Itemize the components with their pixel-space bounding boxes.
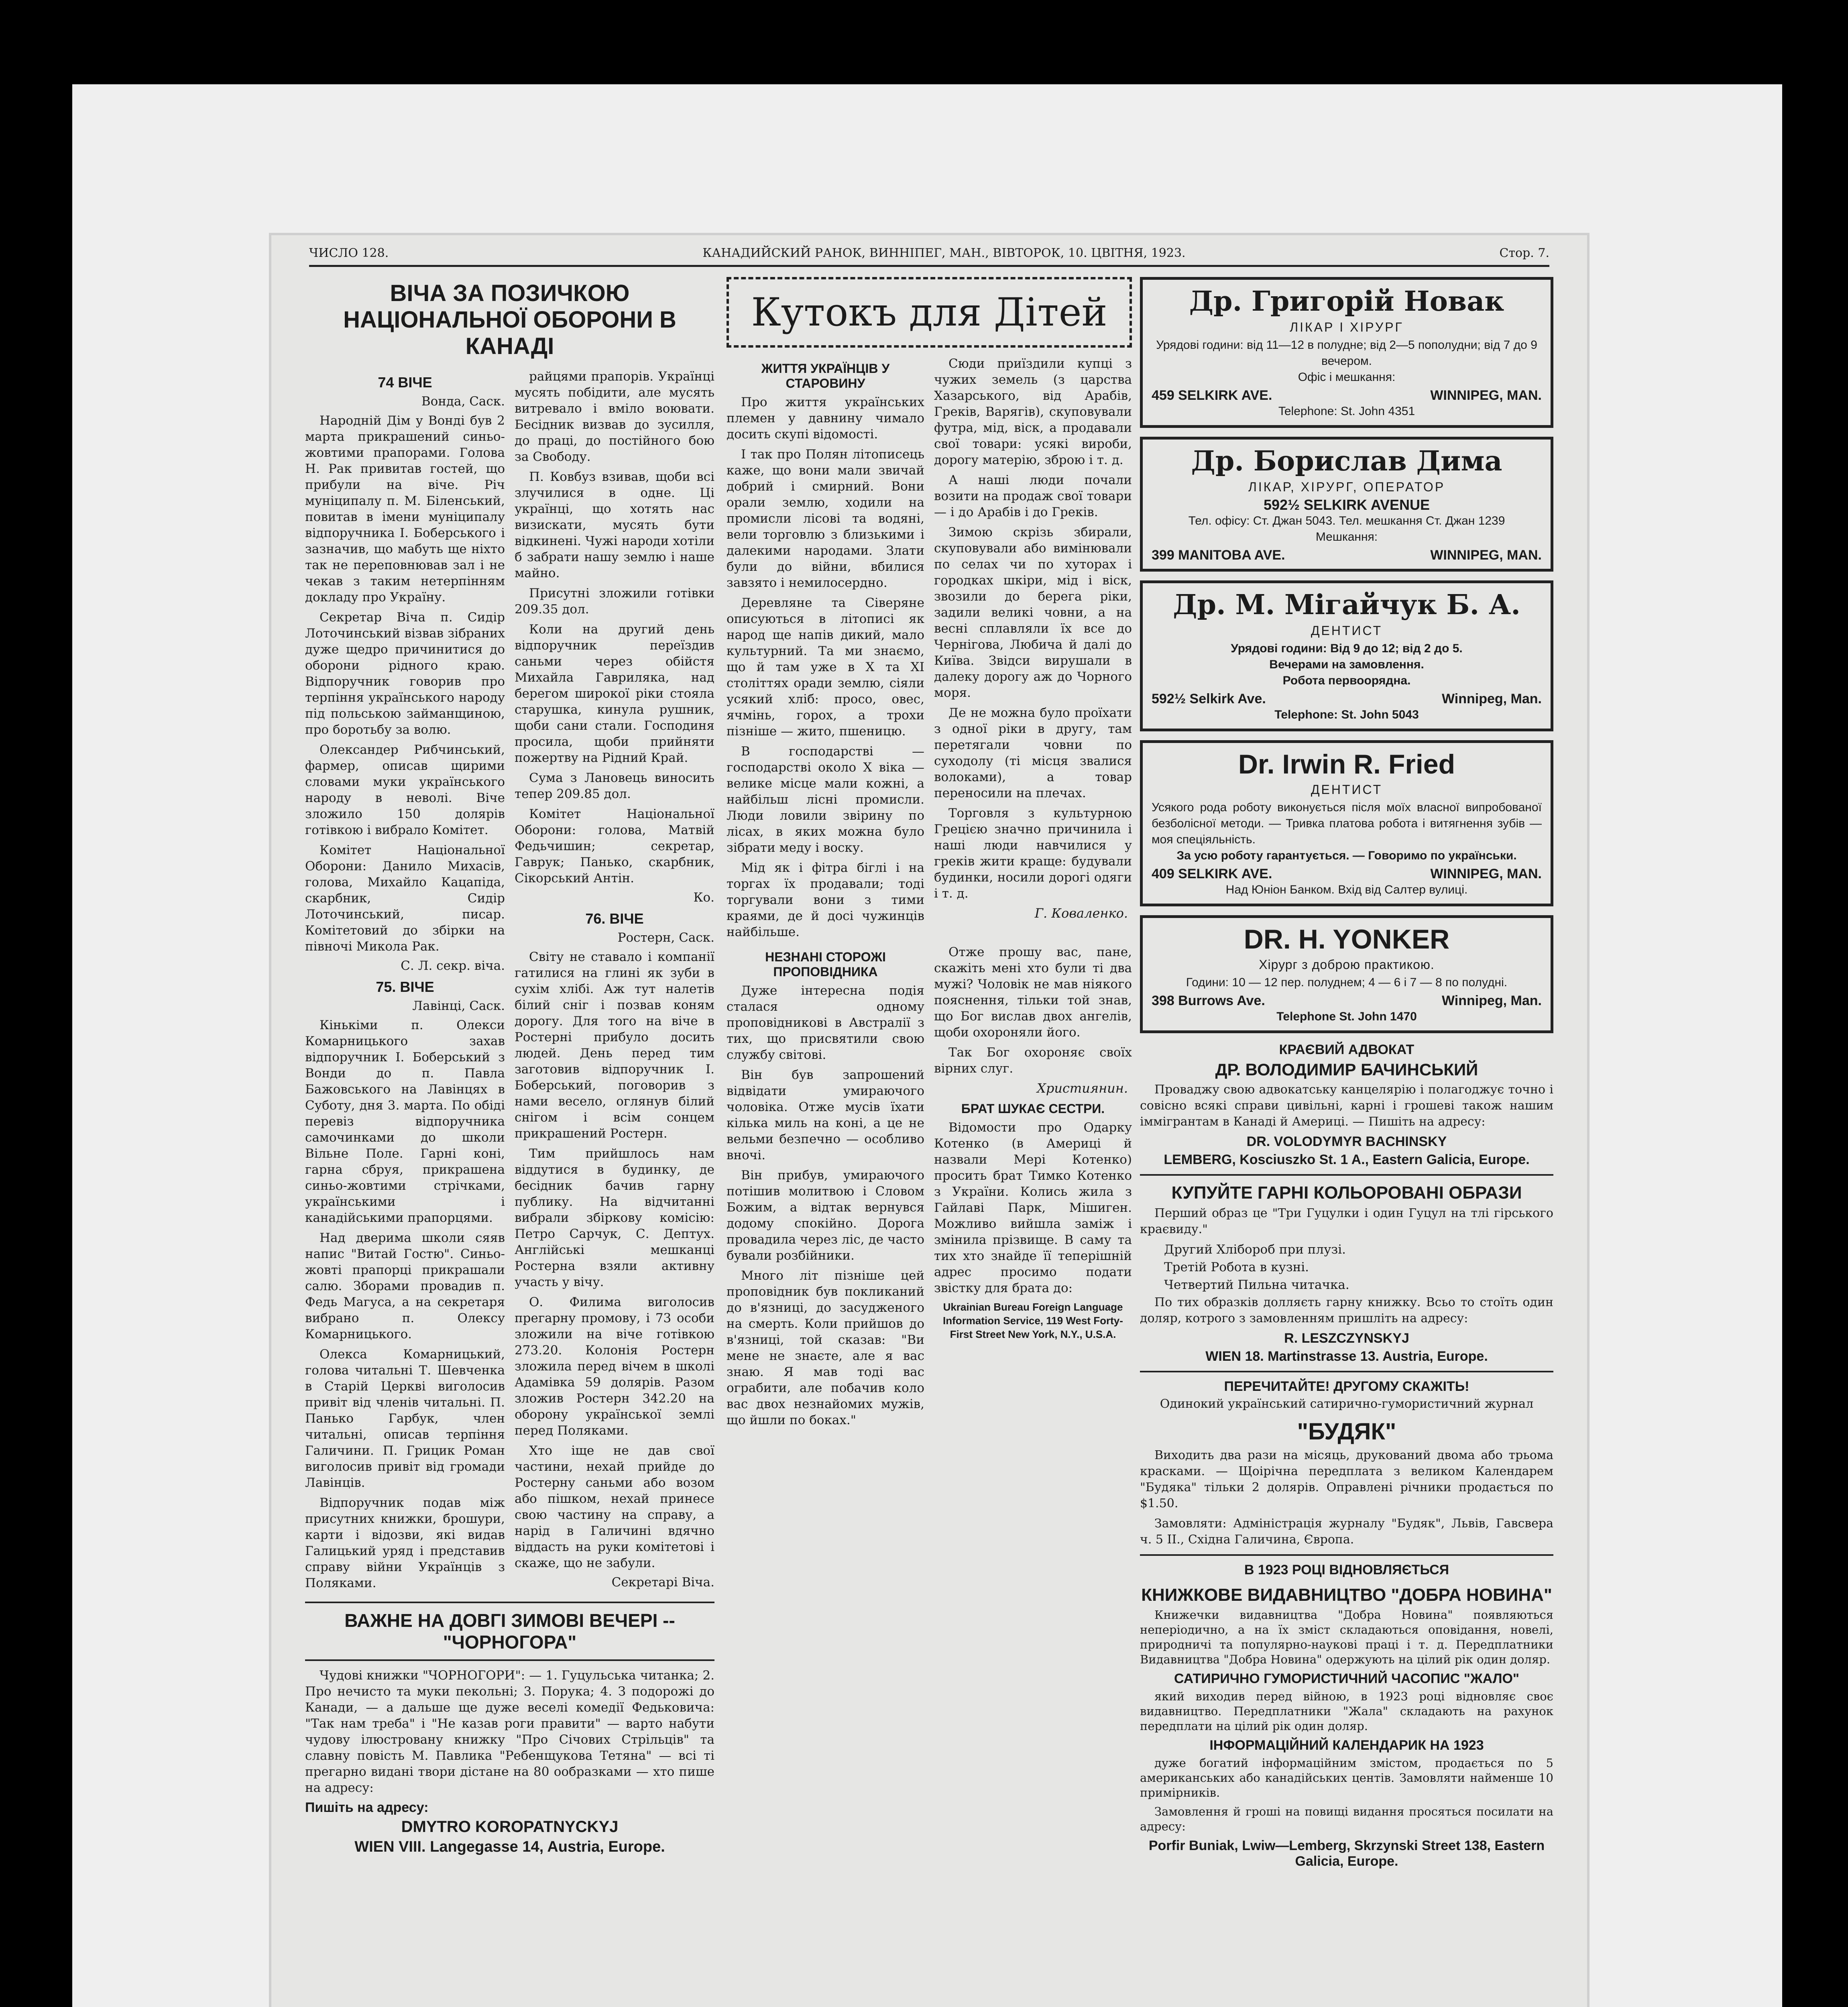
budyak-text: Виходить два рази на місяць, друкований двома або трьома красками. — Щоірічна передплата з великом Календарем "Будяка" тільки 2 долярів. Оправлені річники продається по $1.50. <box>1140 1448 1553 1510</box>
paragraph: Світу не ставало і компанії гатилися на глині як зуби в сухім хлібі. Аж тут налетів білий сніг і позвав коням дорогу. Для того на віче в Ростерні прибуло досить людей. День перед тим заготовив відпоручник І. Боберський, поговорив з нами весело, оглянув білий снігом і всім сонцем прикрашений Ростерн. <box>515 950 714 1141</box>
pictures-addr: WIEN 18. Martinstrasse 13. Austria, Europe. <box>1205 1349 1488 1364</box>
dyma-street: 592½ SELKIRK AVENUE <box>1263 497 1430 513</box>
paragraph: Деревляне та Сіверяне описуються в літописі як народ ще напів дикий, мало культурний. Та ми знаємо, що й там уже в X та XI століттях оради землю, сіяли усякий хліб: просо, овес, ячмінь, горох, а трохи пізніше — жито, пшеницю. <box>727 596 924 739</box>
yonker-address <box>1152 993 1542 1009</box>
paragraph: Присутні зложили готівки 209.35 дол. <box>515 586 714 617</box>
brother-title: БРАТ ШУКАЄ СЕСТРИ. <box>961 1101 1105 1116</box>
bureau-address: Ukrainian Bureau Foreign Language Information Service, 119 West Forty-First Street New York, N.Y., U.S.A. <box>943 1301 1123 1340</box>
paragraph: Сума з Лановець виносить тепер 209.85 дол. <box>515 771 714 801</box>
mihaychuk-name: Др. М. Мігайчук Б. А. <box>1173 589 1520 621</box>
paragraph: В господарстві — господарстві около Х віка — велике місце мали кожні, а найбільш лісні промисли. Люди ловили звірину по лісах, в яких можна було зібрати меду і воску. <box>727 744 924 855</box>
bachynsky-name: ДР. ВОЛОДИМИР БАЧИНСЬКИЙ <box>1215 1060 1478 1079</box>
meeting-74-signature: С. Л. секр. віча. <box>401 959 505 973</box>
paragraph: Зимою скрізь збирали, скуповували або вимінювали по селах чи по хуторах і городках шкіри, мід і віск, звозили до берега ріки, задили великі човни, а на весні сплавляли їх все до Чернігова, Любича й далі до Київа. Звідси вирушали в далеку дорогу аж до Чорного моря. <box>934 525 1132 700</box>
dobra-text4: Замовлення й гроші на повищі видання просяться посилати на адресу: <box>1140 1805 1553 1833</box>
yonker-name: DR. H. YONKER <box>1244 924 1450 955</box>
paragraph: Де не можна було проїхати з одної ріки в другу, там перетягали човни по суходолу (ті місця звалися волоками), а товар переносили на плечах. <box>934 706 1132 800</box>
page-header <box>309 241 1549 267</box>
chornohora-ad-text: Чудові книжки "ЧОРНОГОРИ": — 1. Гуцульська читанка; 2. Про нечисто та муки пекольні; 3. Порука; 4. З подорожі до Канади, — а дальше ще дуже веселі комедії Федьковича: "Так нам треба" і "Не казав роги правити" — варто набути чудову ілюстровану книжку "Про Січових Стрільців" та славну повість М. Павлика "Ребенщукова Тетяна" — всі ті прегарно видані твори дістане на 80 ообразками — хто пише на адресу: <box>305 1668 714 1795</box>
pictures-intro: Перший образ це "Три Гуцулки і один Гуцул на тлі гірського краєвиду." <box>1140 1206 1553 1236</box>
fried-address <box>1152 866 1542 882</box>
paragraph: Коли на другий день відпоручник переїздив саньми через обійстя Михайла Гавриляка, над берегом широкої ріки стояла старушка, кинула рушник, щоби сани стали. Господиня просила, щоби прийняти пожертву на Рідний Край. <box>515 622 714 765</box>
novak-profession: ЛІКАР І ХІРУРГ <box>1290 320 1404 334</box>
paragraph: Мід як і фітра біглі і на торгах їх продавали; тоді торгували вони з тими краями, де й досі чужинців найбільше. <box>727 861 924 939</box>
paragraph: райцями прапорів. Українці мусять побідити, але мусять витревало і вміло воювати. Бесідник визвав до зусилля, до праці, до постійного бою за Свободу. <box>515 369 714 464</box>
page-number: Стор. 7. <box>1499 246 1549 260</box>
dobra-text2: який виходив перед війною, в 1923 році відновляє своє видавництво. Передплатники "Жала" складають на рахунок передплати на цілий рік один доляр. <box>1140 1689 1553 1733</box>
paragraph: Комітет Національної Оборони: голова, Матвій Федьчишин; секретар, Гаврук; Панько, скарбник, Сікорський Антін. <box>515 807 714 885</box>
dobra-tag: В 1923 РОЦІ ВІДНОВЛЯЄТЬСЯ <box>1244 1562 1449 1578</box>
mihaychuk-work: Робота первоорядна. <box>1282 674 1411 687</box>
meetings-subcolumns <box>305 368 714 1595</box>
fried-name: Dr. Irwin R. Fried <box>1238 749 1455 780</box>
fried-city: WINNIPEG, MAN. <box>1430 866 1542 881</box>
paragraph: А наші люди почали возити на продаж свої товари — і до Арабів і до Греків. <box>934 473 1132 519</box>
meeting-76-heading: 76. ВІЧЕ <box>585 910 644 927</box>
paragraph: Комітет Національної Оборони: Данило Михасів, голова, Михайло Кацапіда, скарбник, Сидір Лоточинський, писар. Комітетовий до збірки на півночі Микола Рак. <box>305 843 505 954</box>
kovalenko-signature: Г. Коваленко. <box>1034 906 1128 921</box>
paragraph: Много літ пізніше цей проповідник був покликаний до в'язниці, до засудженого на смерть. Коли прийшов до в'язниці, той сказав: "Ви мене не знаєте, але я вас знаю. Я мав тоді вас ограбити, але побачив коло вас двох незнайомих мужів, що йшли по боках." <box>727 1268 924 1427</box>
pictures-title: КУПУЙТЕ ГАРНІ КОЛЬОРОВАНІ ОБРАЗИ <box>1171 1183 1522 1203</box>
dyma-address <box>1152 548 1542 563</box>
meetings-right-subcolumn <box>515 368 714 1595</box>
paragraph: Олекса Комарницький, голова читальні Т. Шевченка в Старій Церкві виголосив привіт від членів читальні. П. Панько Гарбук, член читальні, описав терпіння Галичини. П. Грицик Роман виголосив привіт від громади Лавінців. <box>305 1347 505 1490</box>
ad-yonker <box>1140 915 1553 1033</box>
paragraph: Про життя українських племен у давнину чимало досить скупі відомості. <box>727 395 924 442</box>
brother-paragraph: Відомости про Одарку Котенко (в Америці й назвали Мері Котенко) просить брат Тимко Котенко з України. Колись жила з Гайлаві Парк, Мішиген. Можливо вийшла заміж і змінила прізвище. В саму та тих хто знайде її теперішній адрес просимо подати звістку для брата до: <box>934 1120 1132 1295</box>
divider <box>1140 1554 1553 1556</box>
pictures-item: Четвертий Пильна читачка. <box>1164 1278 1349 1292</box>
children-subcolumns <box>727 356 1132 944</box>
mihaychuk-evening: Вечерами на замовлення. <box>1269 658 1424 671</box>
yonker-city: Winnipeg, Man. <box>1441 993 1542 1008</box>
meetings-left-subcolumn <box>305 368 505 1595</box>
budyak-intro: Одинокий український сатирично-гумористичний журнал <box>1160 1397 1534 1411</box>
yonker-street: 398 Burrows Ave. <box>1152 993 1265 1008</box>
dobra-address: Porfir Buniak, Lwiw—Lemberg, Skrzynski Street 138, Eastern Galicia, Europe. <box>1148 1838 1545 1869</box>
masthead-line: КАНАДИЙСКИЙ РАНОК, ВИННІПЕГ, МАН., ВІВТОРОК, 10. ЦВІТНЯ, 1923. <box>702 246 1186 260</box>
meeting-74-place: Вонда, Саск. <box>421 394 505 409</box>
jalo-title: САТИРИЧНО ГУМОРИСТИЧНИЙ ЧАСОПИС "ЖАЛО" <box>1174 1671 1520 1686</box>
fried-guarantee: За усю роботу гарантується. — Говоримо по українськи. <box>1176 849 1517 862</box>
budyak-name: "БУДЯК" <box>1297 1419 1396 1445</box>
novak-office-label: Офіс і мешкання: <box>1298 370 1396 384</box>
budyak-tag: ПЕРЕЧИТАЙТЕ! ДРУГОМУ СКАЖІТЬ! <box>1224 1379 1469 1394</box>
dyma-phones: Тел. офісу: Ст. Джан 5043. Тел. мешкання Ст. Джан 1239 <box>1188 514 1505 527</box>
paragraph: Народній Дім у Вонді був 2 марта прикрашений синьо-жовтими прапорами. Голова Н. Рак привитав гостей, що прибули на віче. Річ муніципалу п. М. Біленський, повитав в імени муніципалу відпоручника І. Боберського і зазначив, що мабуть ще ніхто так не переповнював зал і не чекав з таким нетерпінням докладу про Україну. <box>305 413 505 605</box>
ad-novak <box>1140 277 1553 428</box>
stories-left-subcolumn <box>727 944 924 1432</box>
bachynsky-tag: КРАЄВИЙ АДВОКАТ <box>1279 1042 1414 1057</box>
meeting-76-sign: Секретарі Віча. <box>611 1575 714 1590</box>
column-ads <box>1140 277 1553 1872</box>
yonker-profession: Хірург з доброю практикою. <box>1259 957 1435 972</box>
bachynsky-addr1: DR. VOLODYMYR BACHINSKY <box>1246 1134 1447 1149</box>
children-corner-title: Кутокъ для Дітей <box>751 290 1107 335</box>
fried-profession: ДЕНТИСТ <box>1311 782 1383 797</box>
paragraph: Хто іще не дав свої частини, нехай прийде до Ростерну саньми або возом або пішком, нехай принесе свою частину на справу, а нарід в Галичині вдячно віддасть на руки комітетові і скаже, що не забули. <box>515 1443 714 1570</box>
novak-city: WINNIPEG, MAN. <box>1430 388 1542 403</box>
issue-number: ЧИСЛО 128. <box>309 246 389 260</box>
fried-note: Над Юніон Банком. Вхід від Салтер вулиці. <box>1225 883 1468 896</box>
children-corner-box <box>727 277 1132 348</box>
paragraph: Сюди приїздили купці з чужих земель (з царства Хазарського, від Арабів, Греків, Варягів), скуповували футра, мід, віск, а продавали свої товари: усякі вироби, дорогу матерію, зброю і т. д. <box>934 356 1132 467</box>
chornohora-address: WIEN VIII. Langegasse 14, Austria, Europe. <box>354 1838 665 1855</box>
paragraph: Так Бог охороняє своїх вірних слуг. <box>934 1045 1132 1076</box>
meeting-74-heading: 74 ВІЧЕ <box>378 374 432 391</box>
mihaychuk-street: 592½ Selkirk Ave. <box>1152 691 1266 706</box>
paragraph: Він прибув, умираючого потішив молитвою і Словом Божим, а відтак вернувся додому спокійно. Дорога провадила через ліс, де часто бували розбійники. <box>727 1168 924 1263</box>
novak-address <box>1152 388 1542 403</box>
chornohora-name: DMYTRO KOROPATNYCKYJ <box>401 1818 619 1836</box>
dyma-profession: ЛІКАР, ХІРУРГ, ОПЕРАТОР <box>1248 480 1445 494</box>
stories-subcolumns <box>727 944 1132 1432</box>
dobra-text3: дуже богатий інформаційним змістом, продається по 5 американських або канадійських центів. Замовляти найменше 10 примірників. <box>1140 1756 1553 1799</box>
paragraph: Над дверима школи сяяв напис "Витай Гостю". Синьо-жовті прапорці прикрашали салю. Зборами провадив п. Федь Магуса, а на секретаря вибрано п. Олексу Комарницького. <box>305 1231 505 1341</box>
paragraph: Торговля з культурною Грецією значно причинила і наші люди навчилися у греків жити краще: будували будинки, носили дорогі одяги і т. д. <box>934 806 1132 901</box>
divider <box>305 1659 714 1661</box>
ad-fried <box>1140 740 1553 906</box>
dobra-text1: Книжечки видавництва "Добра Новина" появляються неперіодично, а на їх зміст складаються оповідання, новелі, природничі та популярно-наукові праці і т. д. Передплатники Видавництва "Добра Новина" одержують на цілий рік один доляр. <box>1140 1608 1553 1666</box>
meeting-75-heading: 75. ВІЧЕ <box>376 979 434 995</box>
pictures-text: По тих образків долляєть гарну книжку. Всьо то стоїть один доляр, котрого з замовленням пришліть на адресу: <box>1140 1295 1553 1325</box>
paragraph: Відпоручник подав між присутних книжки, брошури, карти і відозви, які видав Галицький уряд і представив справу війни Українців з Поляками. <box>305 1496 505 1590</box>
newspaper-page <box>269 233 1590 2007</box>
paragraph: Він був запрошений відвідати умираючого чоловіка. Отже мусів їхати кілька миль на коні, а це не вельми безпечно — особливо вночі. <box>727 1068 924 1162</box>
novak-street: 459 SELKIRK AVE. <box>1152 388 1272 403</box>
mihaychuk-city: Winnipeg, Man. <box>1441 691 1542 706</box>
novak-hours: Урядові години: від 11—12 в полудне; від 2—5 пополудни; від 7 до 9 вечером. <box>1156 338 1537 368</box>
mihaychuk-phone: Telephone: St. John 5043 <box>1274 708 1419 721</box>
dyma-home-label: Мешкання: <box>1315 530 1378 543</box>
dyma-name: Др. Борислав Дима <box>1191 445 1502 477</box>
paragraph: Секретар Віча п. Сидір Лоточинський візвав зібраних дуже щедро причинитися до оборони рідного краю. Відпоручник говорив про терпіння українського народу під польською займанщиною, про боротьбу за волю. <box>305 610 505 737</box>
paragraph: Дуже інтересна подія сталася одному проповідникові в Австралії з тих, що присвятили свою службу світові. <box>727 983 924 1062</box>
paragraph: О. Филима виголосив прегарну промову, і 73 особи зложили на віче готівкою 273.20. Колонія Ростерн зложила перед вічем в школі Адамівка 59 долярів. Разом зложив Ростерн 342.20 на оборону української землі перед Поляками. <box>515 1295 714 1438</box>
stories-right-subcolumn <box>934 944 1132 1432</box>
paragraph: Олександер Рибчинський, фармер, описав щирими словами муки українського народу в неволі. Віче зложило 150 долярів готівкою і вибрало Комітет. <box>305 743 505 837</box>
strangers-title: НЕЗНАНІ СТОРОЖІ ПРОПОВІДНИКА <box>765 950 886 979</box>
pictures-name: R. LESZCZYNSKYJ <box>1284 1331 1409 1346</box>
fried-street: 409 SELKIRK AVE. <box>1152 866 1272 881</box>
calendar-title: ІНФОРМАЦІЙНИЙ КАЛЕНДАРИК НА 1923 <box>1209 1738 1484 1753</box>
ad-dyma <box>1140 437 1553 572</box>
meeting-74-sign: Ко. <box>693 890 714 905</box>
column-children <box>727 277 1132 1432</box>
life-title: ЖИТТЯ УКРАЇНЦІВ У СТАРОВИНУ <box>761 361 890 391</box>
yonker-phone: Telephone St. John 1470 <box>1276 1010 1417 1023</box>
meetings-title: ВІЧА ЗА ПОЗИЧКОЮ НАЦІОНАЛЬНОЇ ОБОРОНИ В КАНАДІ <box>343 280 676 359</box>
paragraph: Отже прошу вас, пане, скажіть мені хто були ті два мужі? Чоловік не мав ніякого пояснення, тільки той знав, що Бог вислав двох ангелів, щоби охороняли його. <box>934 945 1132 1040</box>
divider <box>305 1602 714 1603</box>
divider <box>1140 1174 1553 1176</box>
christian-signature: Християнин. <box>1037 1081 1128 1096</box>
budyak-order: Замовляти: Адміністрація журналу "Будяк", Львів, Гавсвера ч. 5 II., Східна Галичина, Європа. <box>1140 1516 1553 1547</box>
meeting-76-place: Ростерн, Саск. <box>617 930 714 945</box>
fried-text: Усякого рода роботу виконується після моїх власної випробованої безболісної методи. — Тривка платова робота і витягнення зубів — моя спеціяльність. <box>1152 801 1542 846</box>
mihaychuk-hours: Урядові години: Від 9 до 12; від 2 до 5. <box>1231 642 1463 655</box>
paragraph: І так про Полян літописець каже, що вони мали звичай добрий і смирний. Вони орали землю, ходили на промисли лісові та водяні, вели торговлю з близькими і далекими народами. Злати були до війни, вбилися завзято і немилосердно. <box>727 447 924 590</box>
paragraph: П. Ковбуз взивав, щоби всі злучилися в одне. Ці українці, що хотять нас визискати, мусять бути відкинені. Чужі народи хотіли б забрати нашу землю і наше майно. <box>515 470 714 580</box>
ad-mihaychuk <box>1140 580 1553 731</box>
children-left-subcolumn <box>727 356 924 944</box>
children-right-subcolumn <box>934 356 1132 944</box>
dyma-home-street: 399 MANITOBA AVE. <box>1152 548 1285 563</box>
paragraph: Кінькіми п. Олекси Комарницького захав відпоручник І. Боберський з Вонди до п. Павла Бажовського на Лавінцях в Суботу, дня 3. марта. По обіді перевіз відпоручника самочинками до школи Вільне Поле. Гарні коні, гарна сбруя, прикрашена синьо-жовтими стрічками, українськими і канадійськими прапорцями. <box>305 1018 505 1225</box>
mihaychuk-address <box>1152 691 1542 707</box>
paragraph: Тим прийшлось нам віддутися в будинку, де бесідник бачив гарну публику. На відчитанні вибрали збіркову комісію: Петро Сарчук, С. Дептух. Англійські мешканці Ростерна взяли активну участь у вічу. <box>515 1146 714 1289</box>
bachynsky-text: Проваджу свою адвокатську канцелярію і полагоджує точно і совісно всякі справи цивільні, карні і грошеві також нашим іммігрантам в Канаді й Америці. — Пишіть на адресу: <box>1140 1083 1553 1129</box>
pictures-item: Третій Робота в кузні. <box>1164 1260 1309 1274</box>
chornohora-address-label: Пишіть на адресу: <box>305 1800 429 1815</box>
novak-phone: Telephone: St. John 4351 <box>1278 405 1415 418</box>
novak-name: Др. Григорій Новак <box>1189 285 1504 318</box>
chornohora-ad-title: ВАЖНЕ НА ДОВГІ ЗИМОВІ ВЕЧЕРІ -- "ЧОРНОГОРА" <box>344 1610 675 1653</box>
dobra-name: КНИЖКОВЕ ВИДАВНИЦТВО "ДОБРА НОВИНА" <box>1141 1585 1552 1605</box>
bachynsky-addr2: LEMBERG, Kosciuszko St. 1 A., Eastern Galicia, Europe. <box>1164 1152 1530 1167</box>
column-meetings <box>305 277 714 1858</box>
pictures-item: Другий Хлібороб при плузі. <box>1164 1242 1346 1257</box>
yonker-hours: Години: 10 — 12 пер. полуднем; 4 — 6 і 7 — 8 по полудні. <box>1186 976 1508 989</box>
meeting-75-place: Лавінці, Саск. <box>412 999 505 1013</box>
dyma-city: WINNIPEG, MAN. <box>1430 548 1542 563</box>
divider <box>1140 1371 1553 1372</box>
mihaychuk-profession: ДЕНТИСТ <box>1311 623 1383 638</box>
